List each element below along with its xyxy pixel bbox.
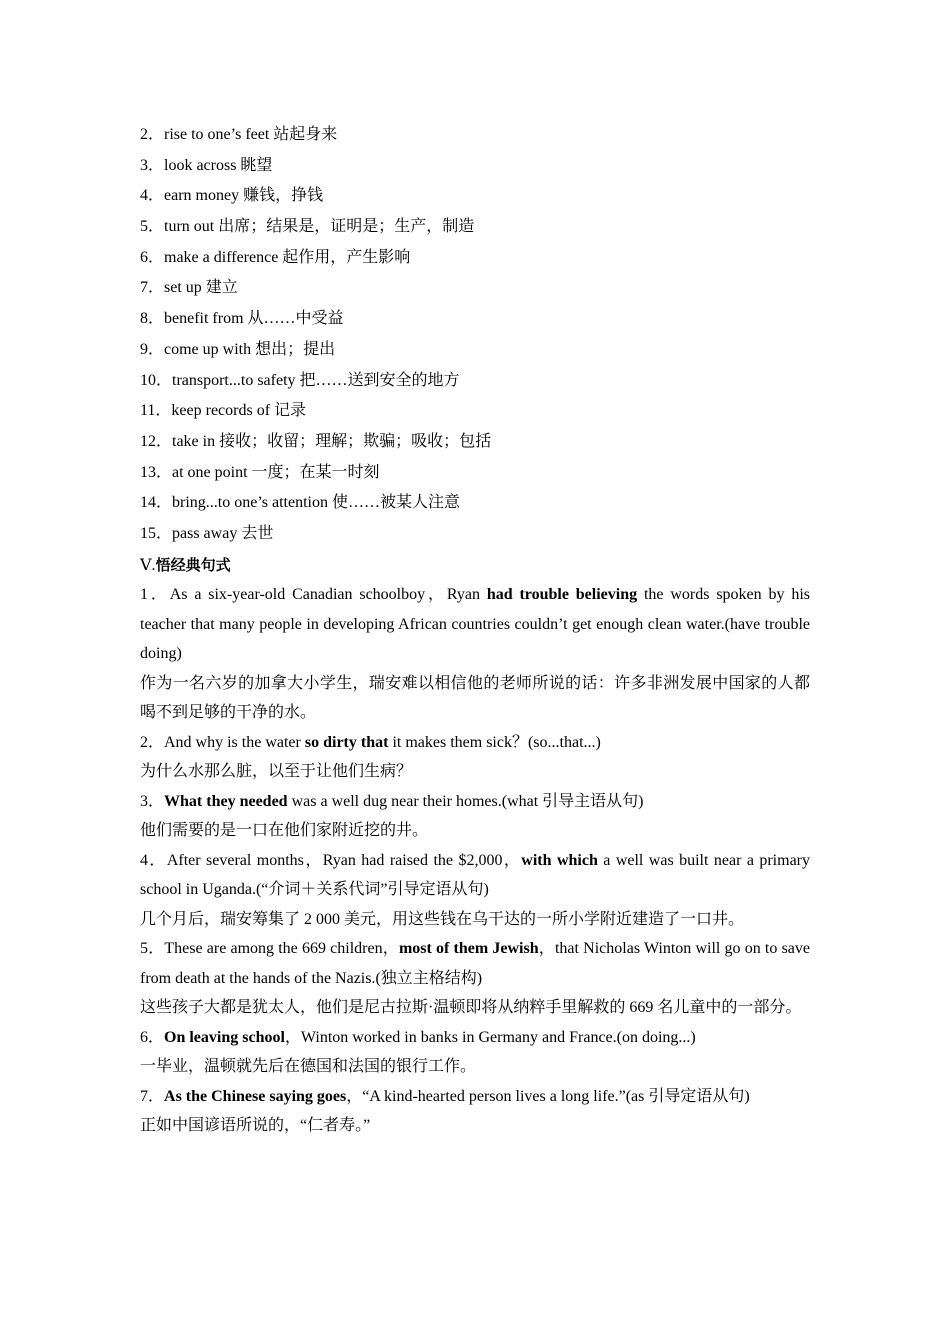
- sentence-chinese: 作为一名六岁的加拿大小学生，瑞安难以相信他的老师所说的话：许多非洲发展中国家的人都喝不到足够的干净的水。: [140, 674, 810, 722]
- sentence-english: 5．These are among the 669 children，most of them Jewish，that Nicholas Winton will go on to save from death at the hands of the Nazis.(独立主格结构): [140, 940, 810, 987]
- phrase-item: 11．keep records of 记录: [140, 402, 307, 420]
- phrase-item: 2．rise to one’s feet 站起身来: [140, 126, 338, 143]
- sentence-block: [140, 728, 810, 787]
- sentence-block: [140, 934, 810, 1023]
- sentence-english: 2．And why is the water so dirty that it makes them sick？(so...that...): [140, 733, 601, 751]
- sentence-block: [140, 787, 810, 846]
- phrase-item: 14．bring...to one’s attention 使……被某人注意: [140, 494, 460, 512]
- phrase-item: 7．set up 建立: [140, 279, 238, 297]
- phrase-item: 6．make a difference 起作用，产生影响: [140, 248, 411, 266]
- key-structure: most of them Jewish: [398, 940, 539, 958]
- phrase-item: 15．pass away 去世: [140, 524, 274, 542]
- sentence-chinese: 这些孩子大都是犹太人，他们是尼古拉斯·温顿即将从纳粹手里解救的 669 名儿童中的一部分。: [140, 999, 802, 1017]
- key-structure: had trouble believing: [486, 586, 638, 604]
- sentence-english: 7．As the Chinese saying goes，“A kind-hearted person lives a long life.”(as 引导定语从句): [140, 1087, 750, 1105]
- sentence-block: [140, 1082, 810, 1141]
- key-structure: As the Chinese saying goes: [164, 1087, 347, 1105]
- sentence-chinese: 正如中国谚语所说的，“仁者寿。”: [140, 1117, 371, 1135]
- sentence-english: 6．On leaving school，Winton worked in banks in Germany and France.(on doing...): [140, 1028, 696, 1046]
- key-structure: with which: [521, 851, 598, 869]
- phrase-item: 13．at one point 一度；在某一时刻: [140, 463, 380, 481]
- sentence-block: [140, 1023, 810, 1082]
- sentence-chinese: 几个月后，瑞安筹集了 2 000 美元，用这些钱在乌干达的一所小学附近建造了一口井。: [140, 910, 745, 928]
- section-numeral: Ⅴ.: [140, 556, 156, 574]
- sentence-english: 1．As a six-year-old Canadian schoolboy，Ryan had trouble believing the words spoken by his teacher that many people in developing African countries couldn’t get enough clean water.(have trouble doing): [140, 586, 811, 663]
- sentence-block: [140, 580, 810, 728]
- key-structure: On leaving school: [164, 1028, 285, 1046]
- phrase-item: 4．earn money 赚钱，挣钱: [140, 187, 324, 205]
- section-title: 悟经典句式: [155, 555, 231, 574]
- sentence-chinese: 一毕业，温顿就先后在德国和法国的银行工作。: [140, 1058, 477, 1076]
- phrase-item: 3．look across 眺望: [140, 156, 273, 174]
- phrase-item: 10．transport...to safety 把……送到安全的地方: [140, 371, 460, 389]
- key-structure: so dirty that: [304, 733, 389, 751]
- sentence-chinese: 他们需要的是一口在他们家附近挖的井。: [140, 822, 429, 840]
- sentence-english: 3．What they needed was a well dug near their homes.(what 引导主语从句): [140, 792, 644, 810]
- key-structure: What they needed: [164, 792, 288, 810]
- sentence-block: [140, 846, 810, 935]
- section-heading: [140, 550, 810, 581]
- phrase-item: 5．turn out 出席；结果是，证明是；生产，制造: [140, 218, 475, 236]
- phrase-item: 12．take in 接收；收留；理解；欺骗；吸收；包括: [140, 432, 492, 450]
- sentence-english: 4．After several months，Ryan had raised the $2,000，with which a well was built near a primary school in Uganda.(“介词＋关系代词”引导定语从句): [140, 851, 810, 899]
- phrase-item: 8．benefit from 从……中受益: [140, 310, 344, 328]
- phrase-item: 9．come up with 想出；提出: [140, 340, 336, 358]
- document-content: [140, 120, 810, 1141]
- sentence-chinese: 为什么水那么脏，以至于让他们生病？: [140, 763, 413, 781]
